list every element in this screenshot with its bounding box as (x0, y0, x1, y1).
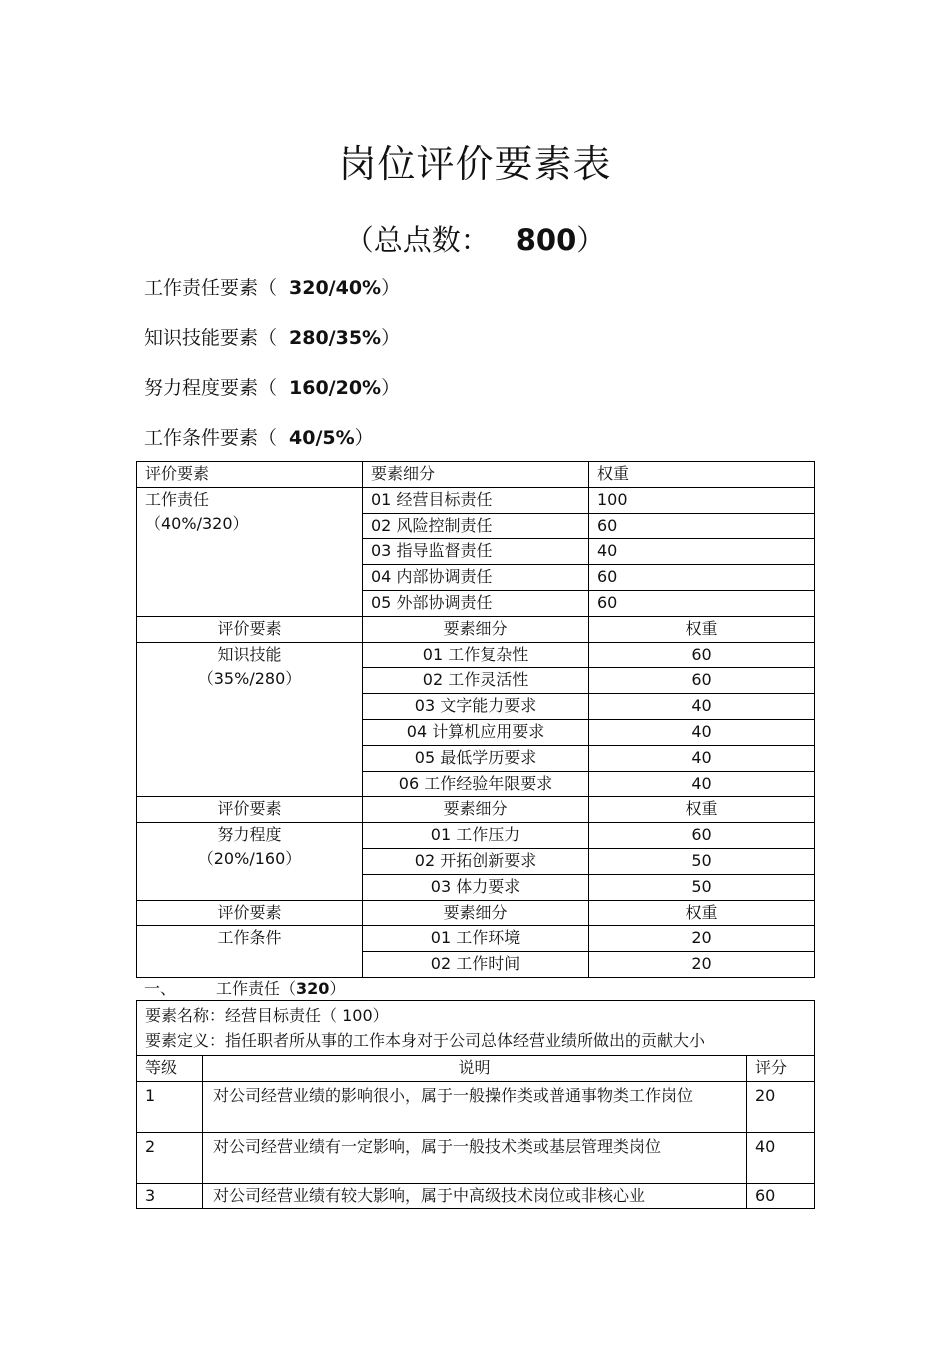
weight-cell: 50 (589, 874, 815, 900)
group-share: （35%/280） (197, 668, 302, 688)
factor-value: 280/35% (289, 327, 382, 349)
table-row (137, 642, 815, 668)
factor-definition-line: 要素定义：指任职者所从事的工作本身对于公司总体经营业绩所做出的贡献大小 (145, 1031, 706, 1050)
subfactor-cell: 05 最低学历要求 (363, 745, 589, 771)
weight-cell: 40 (589, 539, 815, 565)
level-cell: 3 (137, 1184, 203, 1209)
header-factor: 评价要素 (137, 900, 363, 926)
table-row (137, 1133, 815, 1184)
subfactor-cell: 02 开拓创新要求 (363, 848, 589, 874)
group-name: 工作责任 (145, 489, 210, 509)
weight-cell: 20 (589, 952, 815, 978)
header-score: 评分 (747, 1056, 815, 1082)
factor-line (144, 323, 400, 350)
page-title: 岗位评价要素表 (338, 142, 612, 186)
subtitle-value: 800 (515, 223, 577, 257)
factor-line (144, 273, 400, 300)
score-cell: 60 (747, 1184, 815, 1209)
subfactor-cell: 02 风险控制责任 (363, 513, 589, 539)
factor-value: 40/5% (289, 427, 355, 449)
header-weight: 权重 (589, 797, 815, 823)
factor-info-cell (137, 1001, 815, 1056)
factor-label: 工作责任要素（ (144, 277, 278, 299)
factor-value: 320/40% (289, 277, 382, 299)
subfactor-cell: 04 内部协调责任 (363, 565, 589, 591)
subfactor-cell: 03 指导监督责任 (363, 539, 589, 565)
group-share: （20%/160） (197, 849, 302, 869)
group-name: 努力程度 (217, 825, 282, 845)
level-cell: 2 (137, 1133, 203, 1184)
factor-detail-table (136, 1000, 815, 1209)
level-cell: 1 (137, 1082, 203, 1133)
weight-cell: 60 (589, 823, 815, 849)
factor-line (144, 423, 374, 450)
factor-close: ） (354, 427, 374, 449)
factor-value: 160/20% (289, 377, 382, 399)
section-value: 320 (296, 979, 330, 998)
subfactor-cell: 02 工作时间 (363, 952, 589, 978)
section-heading (144, 976, 345, 999)
table-row (137, 1082, 815, 1133)
header-factor: 评价要素 (137, 462, 363, 488)
table-header-row (137, 797, 815, 823)
group-cell (137, 642, 363, 797)
subfactor-cell: 04 计算机应用要求 (363, 719, 589, 745)
description-cell: 对公司经营业绩有一定影响，属于一般技术类或基层管理类岗位 (203, 1133, 747, 1184)
section-close: ） (329, 979, 346, 998)
table-header-row (137, 616, 815, 642)
weight-cell: 100 (589, 487, 815, 513)
subfactor-cell: 01 工作压力 (363, 823, 589, 849)
description-cell: 对公司经营业绩有较大影响，属于中高级技术岗位或非核心业 (203, 1184, 747, 1209)
weight-cell: 20 (589, 926, 815, 952)
table-header-row (137, 900, 815, 926)
header-subfactor: 要素细分 (363, 462, 589, 488)
header-weight: 权重 (589, 900, 815, 926)
factor-close: ） (381, 277, 401, 299)
subfactor-cell: 03 体力要求 (363, 874, 589, 900)
group-cell (137, 926, 363, 978)
subfactor-cell: 01 经营目标责任 (363, 487, 589, 513)
description-cell: 对公司经营业绩的影响很小，属于一般操作类或普通事物类工作岗位 (203, 1082, 747, 1133)
score-cell: 40 (747, 1133, 815, 1184)
factor-close: ） (381, 377, 401, 399)
header-level: 等级 (137, 1056, 203, 1082)
page-subtitle (0, 218, 950, 259)
factor-label: 工作条件要素（ (144, 427, 278, 449)
weight-cell: 60 (589, 565, 815, 591)
table-row (137, 823, 815, 849)
weight-cell: 60 (589, 642, 815, 668)
subtitle-label: （总点数： (344, 223, 490, 257)
weight-cell: 50 (589, 848, 815, 874)
header-subfactor: 要素细分 (363, 616, 589, 642)
table-row (137, 1184, 815, 1209)
weight-cell: 40 (589, 694, 815, 720)
table-row (137, 926, 815, 952)
score-cell: 20 (747, 1082, 815, 1133)
factor-label: 努力程度要素（ (144, 377, 278, 399)
factor-line (144, 373, 400, 400)
header-factor: 评价要素 (137, 797, 363, 823)
group-share: （40%/320） (145, 513, 249, 533)
header-weight: 权重 (589, 616, 815, 642)
header-factor: 评价要素 (137, 616, 363, 642)
subfactor-cell: 06 工作经验年限要求 (363, 771, 589, 797)
weight-cell: 60 (589, 668, 815, 694)
header-subfactor: 要素细分 (363, 900, 589, 926)
subfactor-cell: 03 文字能力要求 (363, 694, 589, 720)
factor-label: 知识技能要素（ (144, 327, 278, 349)
header-weight: 权重 (589, 462, 815, 488)
table-row (137, 487, 815, 513)
weight-cell: 60 (589, 590, 815, 616)
group-cell (137, 823, 363, 900)
section-label: 工作责任（ (216, 979, 297, 998)
subfactor-cell: 05 外部协调责任 (363, 590, 589, 616)
subfactor-cell: 02 工作灵活性 (363, 668, 589, 694)
factor-name-line: 要素名称：经营目标责任（ 100） (145, 1006, 389, 1025)
table-header-row (137, 462, 815, 488)
group-cell (137, 487, 363, 616)
weight-cell: 40 (589, 719, 815, 745)
header-subfactor: 要素细分 (363, 797, 589, 823)
group-name: 知识技能 (217, 644, 282, 664)
subtitle-close: ） (576, 223, 606, 257)
group-name: 工作条件 (217, 928, 282, 948)
table-header-row (137, 1056, 815, 1082)
subfactor-cell: 01 工作环境 (363, 926, 589, 952)
header-description: 说明 (203, 1056, 747, 1082)
weight-cell: 40 (589, 771, 815, 797)
section-number: 一、 (144, 979, 177, 998)
factor-close: ） (381, 327, 401, 349)
weight-cell: 40 (589, 745, 815, 771)
weight-cell: 60 (589, 513, 815, 539)
subfactor-cell: 01 工作复杂性 (363, 642, 589, 668)
factor-info-row (137, 1001, 815, 1056)
evaluation-factor-table (136, 461, 815, 978)
